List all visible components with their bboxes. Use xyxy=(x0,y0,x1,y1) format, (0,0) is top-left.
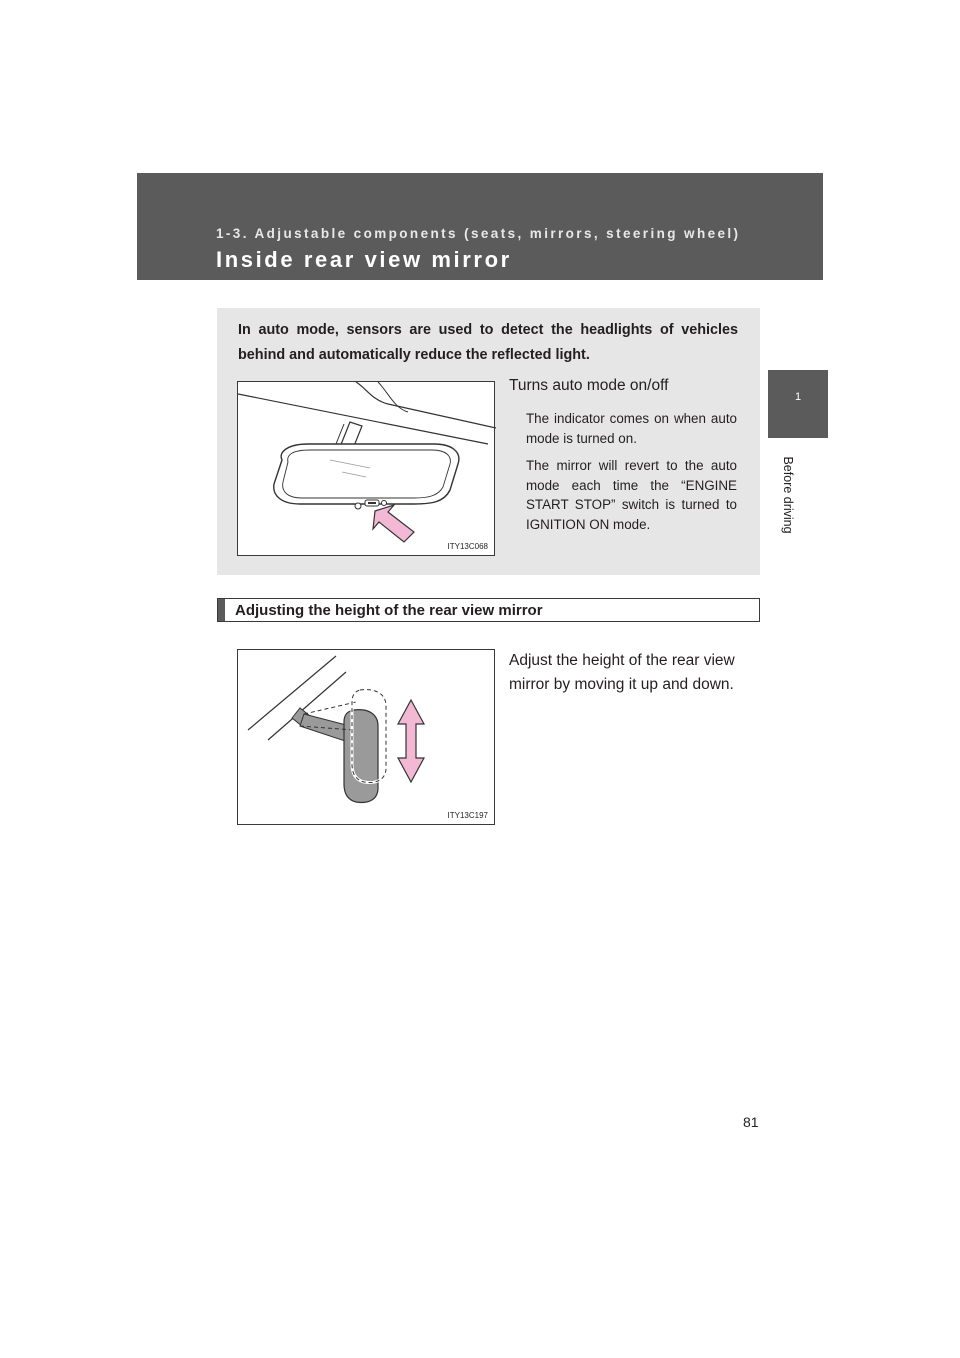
chapter-tab[interactable] xyxy=(768,370,828,438)
heading-accent-bar xyxy=(218,599,225,621)
section-label: 1-3. Adjustable components (seats, mirrors, steering wheel) xyxy=(216,226,741,241)
chapter-number: 1 xyxy=(794,391,802,403)
mirror-height-figure xyxy=(237,649,495,825)
figure-code: ITY13C068 xyxy=(447,542,488,551)
mirror-button-figure xyxy=(237,381,495,556)
chapter-label xyxy=(772,448,795,548)
page-title: Inside rear view mirror xyxy=(216,247,512,272)
height-adjustment-heading-text: Adjusting the height of the rear view mirror xyxy=(235,602,543,619)
figure-code: ITY13C197 xyxy=(447,811,488,820)
mirror-button-illustration xyxy=(238,382,496,557)
page-number: 81 xyxy=(743,1114,759,1130)
height-adjustment-heading xyxy=(217,598,760,622)
height-adjustment-instruction: Adjust the height of the rear view mirror by moving it up and down. xyxy=(509,652,735,693)
indicator-note: The indicator comes on when auto mode is turned on. xyxy=(526,411,737,446)
auto-mode-revert-note: The mirror will revert to the auto mode each time the “ENGINE START STOP” switch is turned to IGNITION ON mode. xyxy=(526,458,737,532)
auto-mode-button-heading: Turns auto mode on/off xyxy=(509,377,669,394)
mirror-height-illustration xyxy=(238,650,496,826)
auto-mode-description: In auto mode, sensors are used to detect the headlights of vehicles behind and automatically reduce the reflected light. xyxy=(238,322,738,363)
chapter-label-text: Before driving xyxy=(781,456,795,534)
